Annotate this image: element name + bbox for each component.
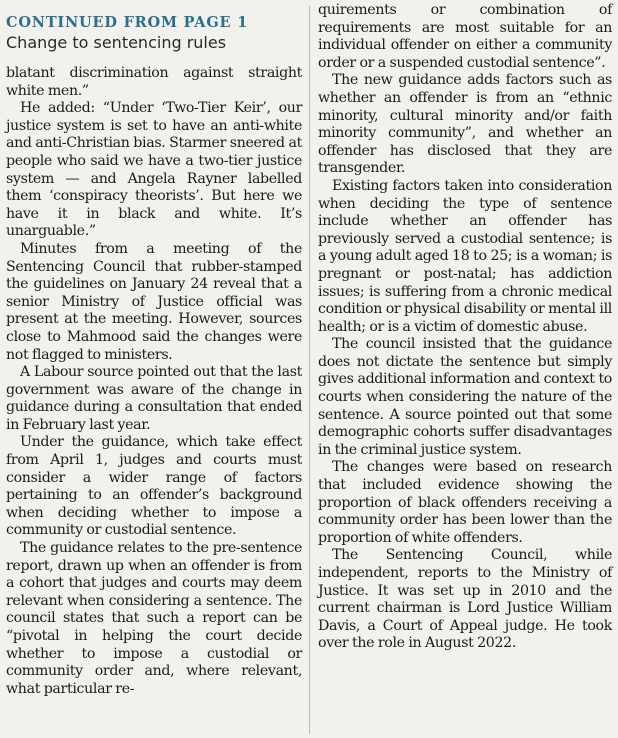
- paragraph: The guidance relates to the pre-sentence report, drawn up when an offender is from a cohort that judges and courts may deem relevant when considering a sentence. The council states that such a report can be “pivotal in helping the court decide whether to impose a custodial or community order and, where relevant, what particular re-: [6, 540, 302, 697]
- left-column: [6, 0, 302, 698]
- paragraph: The new guidance adds factors such as whether an offender is from an “ethnic minority, cultural minority and/or faith minority community”, and whether an offender has disclosed that they are transgender.: [318, 72, 612, 177]
- column-divider: [309, 6, 310, 734]
- article-subhead: Change to sentencing rules: [6, 33, 227, 52]
- paragraph: quirements or combination of requirements are most suitable for an individual offender on either a community order or a suspended custodial sentence”.: [318, 2, 612, 71]
- continued-kicker: CONTINUED FROM PAGE 1: [6, 14, 249, 31]
- paragraph: The Sentencing Council, while independent, reports to the Ministry of Justice. It was set up in 2010 and the current chairman is Lord Justice William Davis, a Court of Appeal judge. He took over the role in August 2022.: [318, 547, 612, 652]
- paragraph: The changes were based on research that included evidence showing the proportion of black offenders receiving a community order has been lower than the proportion of white offenders.: [318, 459, 612, 546]
- paragraph: Under the guidance, which take effect from April 1, judges and courts must consider a wider range of factors pertaining to an offender’s background when deciding whether to impose a community or custodial sentence.: [6, 434, 302, 539]
- paragraph: Minutes from a meeting of the Sentencing Council that rubber-stamped the guidelines on January 24 reveal that a senior Ministry of Justice official was present at the meeting. However, sources close to Mahmood said the changes were not flagged to ministers.: [6, 240, 302, 363]
- paragraph: Existing factors taken into consideration when deciding the type of sentence include whether an offender has previously served a custodial sentence; is a young adult aged 18 to 25; is a woman; is pregnant or post-natal; has addiction issues; is suffering from a chronic medical condition or physical disability or mental ill health; or is a victim of domestic abuse.: [318, 177, 612, 335]
- paragraph: He added: “Under ‘Two-Tier Keir’, our justice system is set to have an anti-white and anti-Christian bias. Starmer sneered at people who said we have a two-tier justice system — and Angela Rayner labelled them ‘conspiracy theorists’. But here we have it in black and white. It’s unarguable.”: [6, 100, 302, 240]
- paragraph: blatant discrimination against straight white men.”: [6, 65, 302, 99]
- right-column: [318, 0, 612, 653]
- paragraph: The council insisted that the guidance does not dictate the sentence but simply gives additional information and context to courts when considering the nature of the sentence. A source pointed out that some demographic cohorts suffer disadvantages in the criminal justice system.: [318, 336, 612, 458]
- paragraph: A Labour source pointed out that the last government was aware of the change in guidance during a consultation that ended in February last year.: [6, 364, 302, 433]
